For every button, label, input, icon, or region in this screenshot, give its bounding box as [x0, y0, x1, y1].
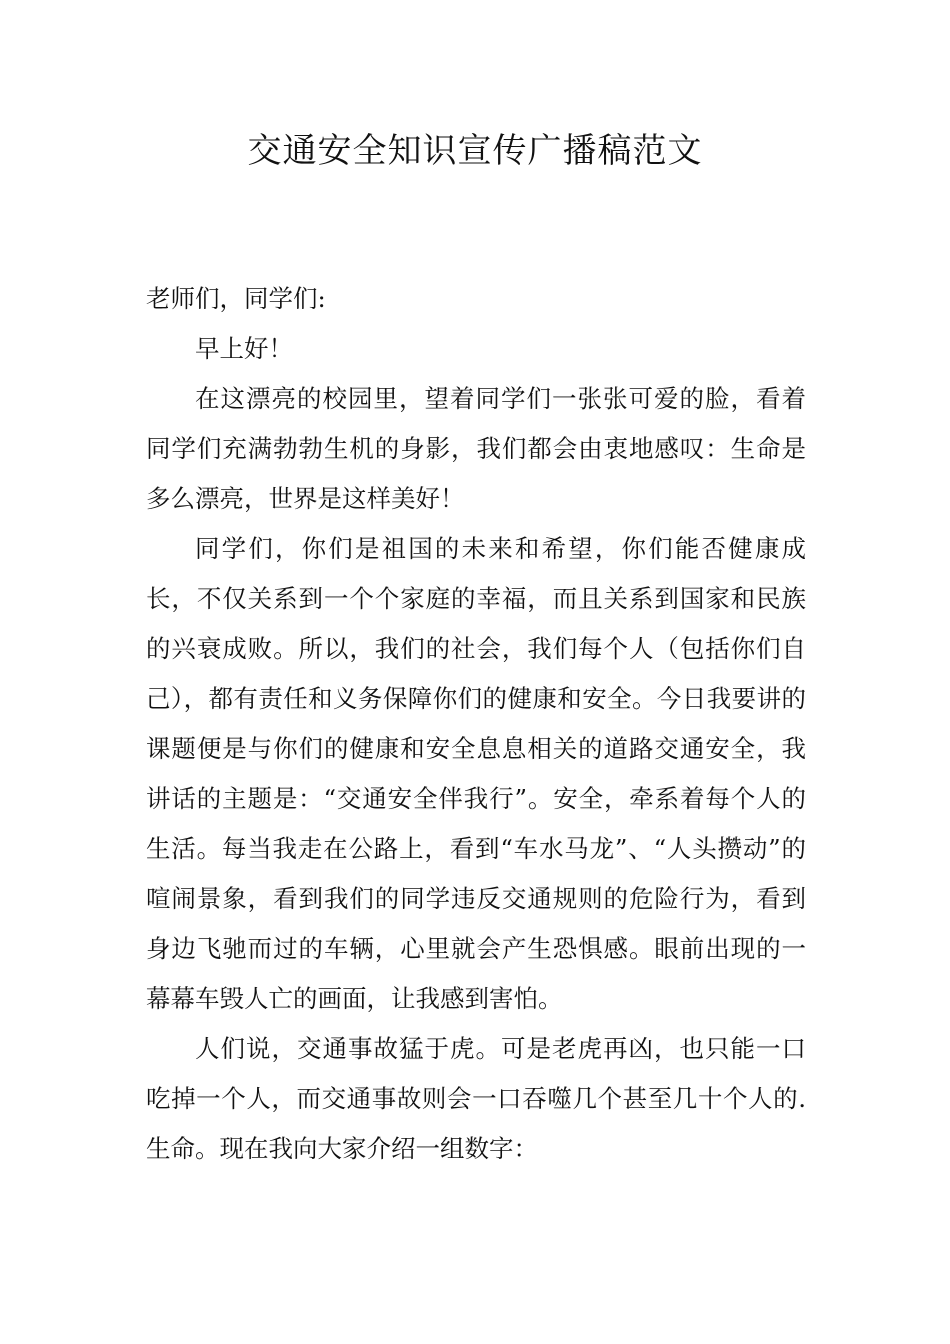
paragraph-safety-theme: 同学们，你们是祖国的未来和希望，你们能否健康成长，不仅关系到一个个家庭的幸福，而且关系到国家和民族的兴衰成败。所以，我们的社会，我们每个人（包括你们自己），都有责任和义务保障你们的健康和安全。今日我要讲的课题便是与你们的健康和安全息息相关的道路交通安全，我讲话的主题是：“交通安全伴我行”。安全，牵系着每个人的生活。每当我走在公路上，看到“车水马龙”、“人头攒动”的喧闹景象，看到我们的同学违反交通规则的危险行为，看到身边飞驰而过的车辆，心里就会产生恐惧感。眼前出现的一幕幕车毁人亡的画面，让我感到害怕。	[146, 534, 806, 1013]
document-title: 交通安全知识宣传广播稿范文	[247, 131, 703, 171]
paragraph-accident-numbers: 人们说，交通事故猛于虎。可是老虎再凶，也只能一口吃掉一个人，而交通事故则会一口吞噬几个甚至几十个人的. 生命。现在我向大家介绍一组数字：	[146, 1034, 806, 1163]
document-body	[146, 274, 806, 1174]
salutation: 老师们，同学们:	[146, 284, 326, 313]
paragraph-greeting: 早上好！	[195, 334, 293, 363]
paragraph-campus: 在这漂亮的校园里，望着同学们一张张可爱的脸，看着同学们充满勃勃生机的身影，我们都会由衷地感叹：生命是多么漂亮，世界是这样美好！	[146, 384, 806, 513]
